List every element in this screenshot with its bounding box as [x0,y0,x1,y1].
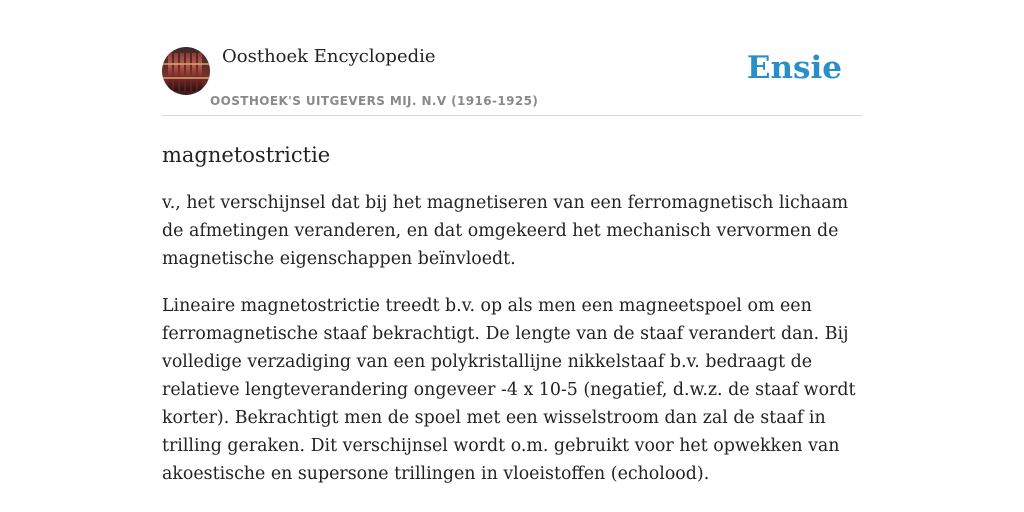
ensie-logo[interactable]: Ensie [746,50,842,86]
encyclopedia-books-icon[interactable] [162,47,210,95]
entry-term: magnetostrictie [162,143,331,167]
source-title[interactable]: Oosthoek Encyclopedie [222,46,436,67]
entry-paragraph-2: Lineaire magnetostrictie treedt b.v. op als men een magneetspoel om een ferromagnetische staaf bekrachtigt. De lengte van de staaf verandert dan. Bij volledige verzadiging van een polykristallijne nikkelstaaf b.v. bedraagt de relatieve lengteverandering ongeveer -4 x 10-5 (negatief, d.w.z. de staaf wordt korter). Bekrachtigt men de spoel met een wisselstroom dan zal de staaf in trilling geraken. Dit verschijnsel wordt o.m. gebruikt voor het opwekken van akoestische en supersone trillingen in vloeistoffen (echolood). [162,296,856,484]
source-header [162,46,862,116]
entry-card [162,46,862,488]
publisher-label: OOSTHOEK'S UITGEVERS MIJ. N.V (1916-1925) [210,94,539,108]
entry-paragraph-1: v., het verschijnsel dat bij het magnetiseren van een ferromagnetisch lichaam de afmetingen veranderen, en dat omgekeerd het mechanisch vervormen de magnetische eigenschappen beïnvloedt. [162,193,849,269]
